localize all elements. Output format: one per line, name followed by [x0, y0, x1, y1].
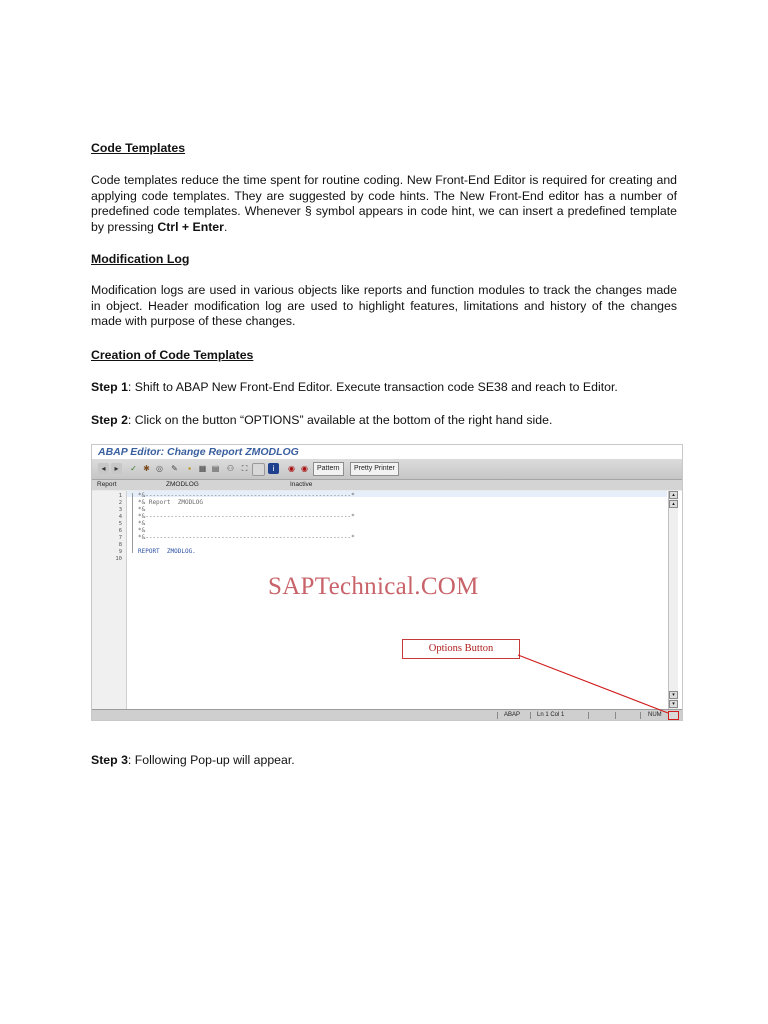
watermark: SAPTechnical.COM [268, 573, 479, 600]
navigation-icon[interactable]: ▤ [211, 464, 220, 473]
num-indicator: NUM [648, 712, 662, 718]
scroll-down-icon[interactable]: ▾ [669, 700, 678, 708]
scroll-page-up-icon[interactable]: ▴ [669, 500, 678, 508]
step-2: Step 2: Click on the button “OPTIONS” available at the bottom of the right hand side. [91, 413, 553, 427]
step-3: Step 3: Following Pop-up will appear. [91, 753, 295, 767]
line-number: 10 [115, 556, 122, 562]
back-arrow-icon[interactable]: ◂ [98, 463, 109, 474]
code-line: *& [138, 506, 146, 513]
code-line: *& Report ZMODLOG [138, 499, 204, 506]
code-line-report: REPORT ZMODLOG. [138, 548, 196, 555]
activate-icon[interactable]: ✱ [143, 464, 150, 473]
code-line: *&---------------------------------------------------------* [138, 492, 355, 499]
line-number: 2 [118, 500, 122, 506]
line-number: 4 [118, 514, 122, 520]
scroll-page-down-icon[interactable]: ▾ [669, 691, 678, 699]
creation-heading: Creation of Code Templates [91, 348, 254, 362]
window-title: ABAP Editor: Change Report ZMODLOG [92, 445, 682, 459]
watchpoint-icon[interactable]: ◉ [301, 464, 308, 473]
check-icon[interactable]: ✓ [130, 464, 137, 473]
cursor-position: Ln 1 Col 1 [537, 712, 565, 718]
line-number: 3 [118, 507, 122, 513]
code-line: *&---------------------------------------------------------* [138, 534, 355, 541]
sap-editor-screenshot [91, 444, 683, 721]
pretty-printer-button[interactable]: Pretty Printer [350, 462, 399, 476]
step-1: Step 1: Shift to ABAP New Front-End Editor. Execute transaction code SE38 and reach to Editor. [91, 380, 618, 394]
object-list-icon[interactable]: ▦ [198, 464, 207, 473]
code-line: *&---------------------------------------------------------* [138, 513, 355, 520]
line-number: 8 [118, 542, 122, 548]
modification-log-heading: Modification Log [91, 252, 190, 266]
tree-icon[interactable]: ⛶ [241, 464, 248, 473]
code-line: *& [138, 527, 146, 534]
program-state: Inactive [290, 481, 313, 488]
scroll-up-icon[interactable]: ▴ [669, 491, 678, 499]
shortcut-text: Ctrl + Enter [157, 219, 224, 234]
where-used-icon[interactable]: ▪ [188, 464, 191, 473]
code-templates-heading: Code Templates [91, 141, 186, 155]
report-label: Report [97, 481, 117, 488]
pattern-button[interactable]: Pattern [313, 462, 344, 476]
program-name: ZMODLOG [166, 481, 199, 488]
code-line: *& [138, 520, 146, 527]
forward-arrow-icon[interactable]: ▸ [111, 463, 122, 474]
breakpoint-icon[interactable]: ◉ [288, 464, 295, 473]
test-icon[interactable]: ◎ [156, 464, 163, 473]
language-indicator: ABAP [504, 712, 521, 718]
line-number: 9 [118, 549, 122, 555]
callout-arrow [92, 445, 682, 720]
hierarchy-icon[interactable]: ⚇ [226, 464, 235, 473]
info-icon[interactable]: i [268, 463, 279, 474]
line-number: 5 [118, 521, 122, 527]
line-number: 1 [118, 493, 122, 499]
modification-log-paragraph: Modification logs are used in various objects like reports and function modules to track the changes made in object. Header modification log are used to highlight features, limitations and history of the changes made with purpose of these changes. [91, 283, 677, 328]
options-button-callout: Options Button [402, 639, 520, 659]
code-templates-paragraph: Code templates reduce the time spent for routine coding. New Front-End Editor is required for creating and applying code templates. They are suggested by code hints. The New Front-End editor has a number of predefined code templates. Whenever § symbol appears in code hint, we can insert a predefined template by pressing Ctrl + Enter. [91, 173, 677, 234]
line-number: 7 [118, 535, 122, 541]
display-change-icon[interactable]: ✎ [171, 464, 178, 473]
line-number: 6 [118, 528, 122, 534]
